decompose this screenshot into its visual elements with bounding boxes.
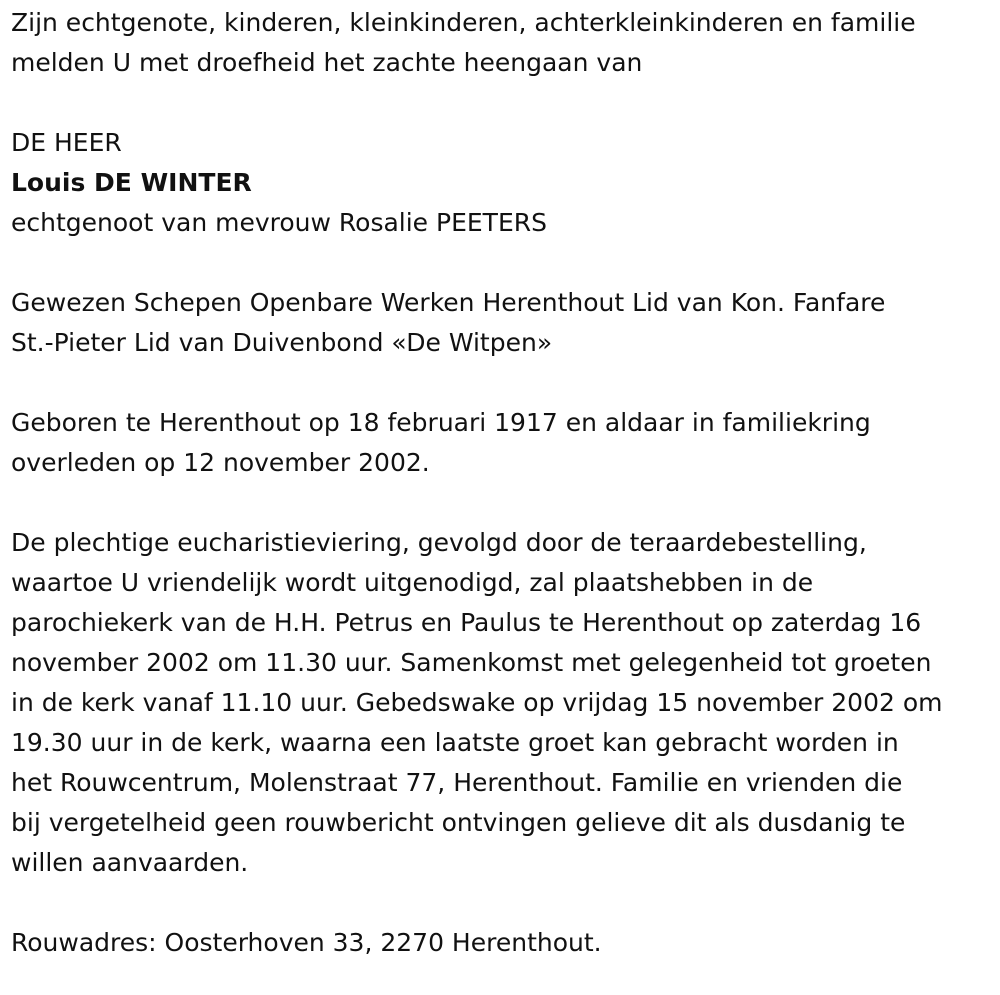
- deceased-name: Louis DE WINTER: [11, 168, 252, 197]
- paragraph-gap: [11, 483, 996, 523]
- death-notice: [11, 3, 996, 963]
- functions-paragraph: [11, 283, 996, 363]
- text-line: Geboren te Herenthout op 18 februari 1917 en aldaar in familiekring: [11, 408, 871, 437]
- text-line: overleden op 12 november 2002.: [11, 448, 430, 477]
- text-line: het Rouwcentrum, Molenstraat 77, Herenthout. Familie en vrienden die: [11, 768, 903, 797]
- text-line: bij vergetelheid geen rouwbericht ontvingen gelieve dit als dusdanig te: [11, 808, 906, 837]
- birth-death-paragraph: [11, 403, 996, 483]
- paragraph-gap: [11, 883, 996, 923]
- paragraph-gap: [11, 83, 996, 123]
- text-line: Gewezen Schepen Openbare Werken Herenthout Lid van Kon. Fanfare: [11, 288, 886, 317]
- text-line: Zijn echtgenote, kinderen, kleinkinderen, achterkleinkinderen en familie: [11, 8, 916, 37]
- text-line: St.-Pieter Lid van Duivenbond «De Witpen»: [11, 328, 553, 357]
- paragraph-gap: [11, 243, 996, 283]
- text-line: De plechtige eucharistieviering, gevolgd door de teraardebestelling,: [11, 528, 867, 557]
- spouse-line: echtgenoot van mevrouw Rosalie PEETERS: [11, 208, 547, 237]
- text-line: waartoe U vriendelijk wordt uitgenodigd, zal plaatshebben in de: [11, 568, 814, 597]
- intro-paragraph: [11, 3, 996, 83]
- honorific-title: DE HEER: [11, 128, 122, 157]
- text-line: in de kerk vanaf 11.10 uur. Gebedswake op vrijdag 15 november 2002 om: [11, 688, 943, 717]
- text-line: november 2002 om 11.30 uur. Samenkomst met gelegenheid tot groeten: [11, 648, 932, 677]
- text-line: 19.30 uur in de kerk, waarna een laatste groet kan gebracht worden in: [11, 728, 899, 757]
- text-line: willen aanvaarden.: [11, 848, 249, 877]
- ceremony-paragraph: [11, 523, 996, 883]
- paragraph-gap: [11, 363, 996, 403]
- text-line: melden U met droefheid het zachte heengaan van: [11, 48, 643, 77]
- mourning-address: Rouwadres: Oosterhoven 33, 2270 Herenthout.: [11, 928, 602, 957]
- text-line: parochiekerk van de H.H. Petrus en Paulus te Herenthout op zaterdag 16: [11, 608, 922, 637]
